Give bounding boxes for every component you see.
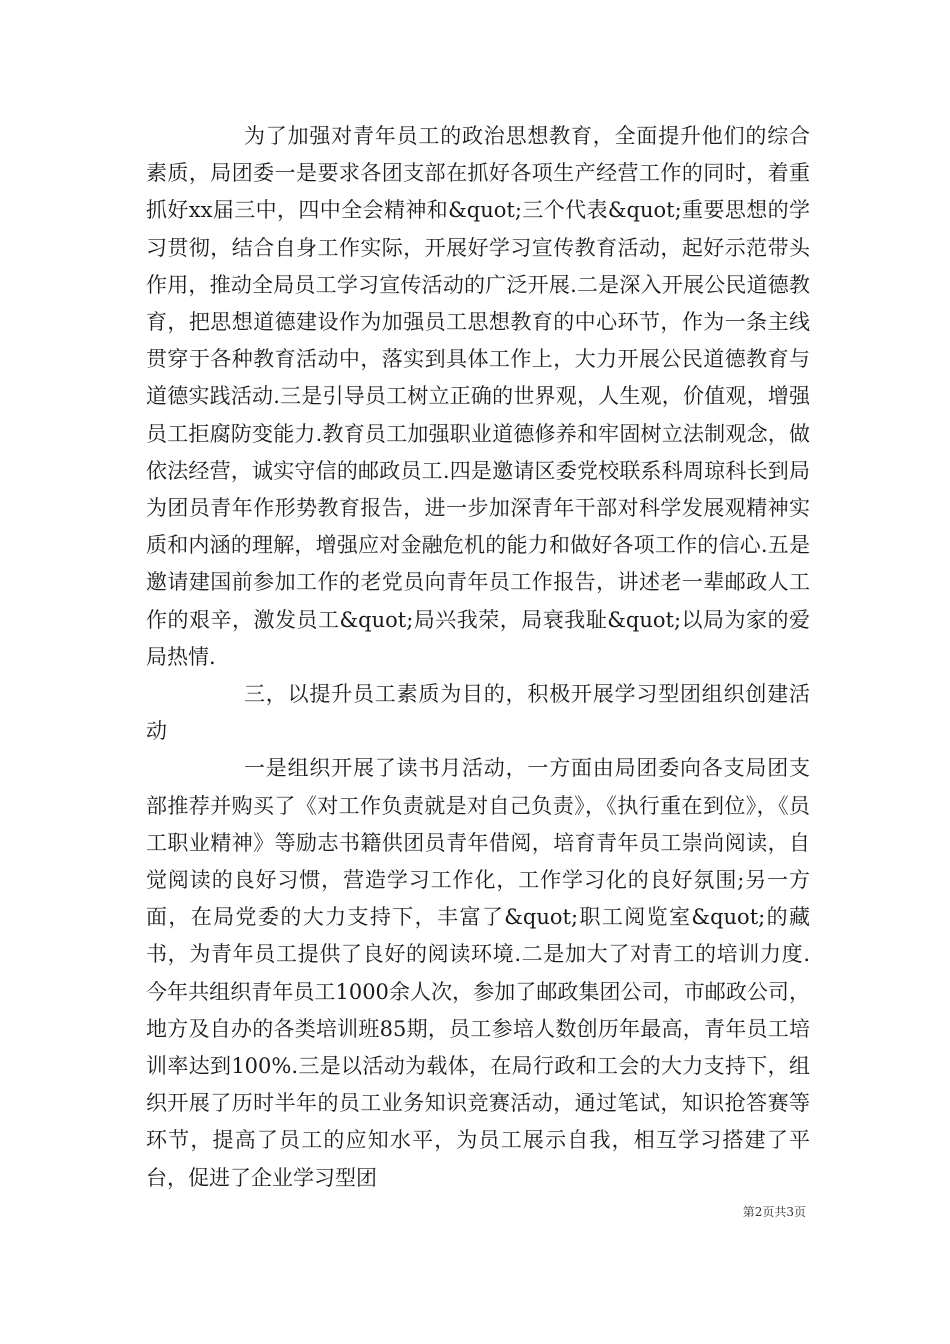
page-number-footer: 第2页共3页 bbox=[742, 1205, 806, 1219]
paragraph-political-education: 为了加强对青年员工的政治思想教育，全面提升他们的综合素质，局团委一是要求各团支部在抓好各项生产经营工作的同时，着重抓好xx届三中，四中全会精神和&quot;三个代表&quot;重要思想的学习贯彻，结合自身工作实际，开展好学习宣传教育活动，起好示范带头作用，推动全局员工学习宣传活动的广泛开展.二是深入开展公民道德教育，把思想道德建设作为加强员工思想教育的中心环节，作为一条主线贯穿于各种教育活动中，落实到具体工作上，大力开展公民道德教育与道德实践活动.三是引导员工树立正确的世界观，人生观，价值观，增强员工拒腐防变能力.教育员工加强职业道德修养和牢固树立法制观念，做依法经营，诚实守信的邮政员工.四是邀请区委党校联系科周琼科长到局为团员青年作形势教育报告，进一步加深青年干部对科学发展观精神实质和内涵的理解，增强应对金融危机的能力和做好各项工作的信心.五是邀请建国前参加工作的老党员向青年员工作报告，讲述老一辈邮政人工作的艰辛，激发员工&quot;局兴我荣，局衰我耻&quot;以局为家的爱局热情. bbox=[146, 124, 810, 669]
section-heading-learning-organization: 三，以提升员工素质为目的，积极开展学习型团组织创建活动 bbox=[146, 682, 810, 744]
body-text bbox=[146, 118, 810, 1197]
paragraph-reading-activities: 一是组织开展了读书月活动，一方面由局团委向各支局团支部推荐并购买了《对工作负责就是对自己负责》，《执行重在到位》，《员工职业精神》等励志书籍供团员青年借阅，培育青年员工崇尚阅读，自觉阅读的良好习惯，营造学习工作化，工作学习化的良好氛围;另一方面，在局党委的大力支持下，丰富了&quot;职工阅览室&quot;的藏书，为青年员工提供了良好的阅读环境.二是加大了对青工的培训力度.今年共组织青年员工1000余人次，参加了邮政集团公司，市邮政公司，地方及自办的各类培训班85期，员工参培人数创历年最高，青年员工培训率达到100%.三是以活动为载体，在局行政和工会的大力支持下，组织开展了历时半年的员工业务知识竞赛活动，通过笔试，知识抢答赛等环节，提高了员工的应知水平，为员工展示自我，相互学习搭建了平台，促进了企业学习型团 bbox=[146, 756, 810, 1190]
